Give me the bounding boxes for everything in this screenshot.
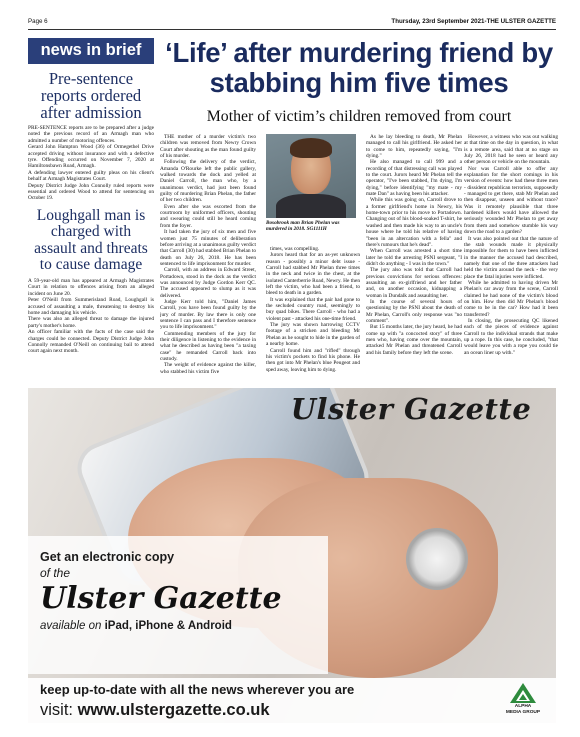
article-paragraph: In closing, the prosecuting QC likened each of the pieces of evidence against Carroll to the individual strands that make up a rope. In this case, he concluded, "that would leave you with a rope you could tie an ocean liner up with." <box>464 317 558 356</box>
brief-story-2 <box>28 278 154 355</box>
alpha-media-logo <box>498 682 548 720</box>
article-paragraph: The jury was shown harrowing CCTV footage of a stricken and bleeding Mr Phelan as he sought to hide in the garden of a nearby home. <box>266 322 360 348</box>
ad-get-copy: Get an electronic copy <box>40 550 175 564</box>
article-paragraph: The weight of evidence against the killer, who stabbed his victim five <box>160 362 256 375</box>
article-paragraph: Even after she was escorted from the courtroom by uniformed officers, shouting and swearing could still be heard coming from the foyer. <box>160 203 256 229</box>
article-paragraph: In the course of several hours of questioning by the PSNI about the death of Mr Phelan, Carroll's only response was "no comment". <box>366 298 462 324</box>
ad-title: Ulster Gazette <box>40 581 282 616</box>
alpha-triangle-icon <box>509 682 537 704</box>
ad-visit[interactable] <box>40 701 270 720</box>
article-column-3 <box>366 134 462 390</box>
article-body <box>160 134 558 390</box>
article-paragraph: Carroll found him and "rifled" through his victim's pockets to find his phone. He then got into Mr Phelan's blue Peugeot and sped away, leaving him to dying. <box>266 347 360 373</box>
article-paragraph: While this was going on, Carroll drove to a former girlfriend's home in Newry, his home-town prior to his move to Portadown. Changing out of his blood-soaked T-shirt, he washed and then made his way to an uncle's house where he told his relative of having "been in an altercation with a fella" and there's rumours that he's dead". <box>366 197 462 248</box>
article-paragraph: Nor was Carroll able to offer any explanation for the short comings in his version of events: how had these three men - dissident republican terrorists, supposedly - managed to get there, stab Mr Phelan and then disappear, unseen and without trace? Was it remotely plausible that three hardened killers would have allowed the seriously wounded Mr Phelan to get away from them and somehow stumble his way down the road to a garden? <box>464 165 558 236</box>
brief-paragraph: A defending lawyer entered guilty pleas on his client's behalf at Armagh Magistrates Court. <box>28 169 154 183</box>
brief-paragraph: An officer familiar with the facts of the case said the charges could be connected. Deputy District Judge John Connolly remanded O'Neill on continuing bail to attend court again next month. <box>28 329 154 355</box>
brief-story-1 <box>28 125 154 202</box>
article-paragraph: The jury also was told that Carroll had previous convictions for serious offences: assaulting an ex-girlfriend and her father and, on another occasion, kidnapping a woman in Dundalk and assaulting her. <box>366 267 462 299</box>
article-paragraph: It was also pointed out that the nature of the stab wounds made it physically impossible for them to have been inflicted in the manner the accused had described, namely that one of the three attackers had held the victim around the neck - the very place the fatal injuries were inflicted. <box>464 235 558 280</box>
digital-edition-advert[interactable] <box>28 388 556 723</box>
wristwatch-image <box>406 528 468 590</box>
article-paragraph: While he admitted to having driven Mr Phelan's car away from the scene, Carroll claimed he had none of the victim's blood on him. How then did Mr Phelan's blood come to be in the car? How had it been transferred? <box>464 279 558 318</box>
ad-available-prefix: available on <box>40 620 105 632</box>
brief-headline-1: Pre-sentence reports ordered after admission <box>40 69 142 122</box>
article-paragraph: It had taken the jury of six men and five women just 75 minutes of deliberation before arriving at a unanimous guilty verdict that Carroll (30) had stabbed Brian Phelan to death on July 26, 2018. He has been sentenced to life imprisonment for murder. <box>160 229 256 267</box>
dateline: Thursday, 23rd September 2021-THE ULSTER GAZETTE <box>391 18 556 25</box>
ad-website-link[interactable]: www.ulstergazette.co.uk <box>77 701 270 719</box>
brief-paragraph: A 59-year-old man has appeared at Armagh Magistrates Court in relation to offences arising from an alleged incident on June 20. <box>28 277 154 297</box>
article-paragraph: But 15 months later, the jury heard, he had come up with "a concocted story" of three men who, having come over the mountain, attacked Mr Phelan and threatened Carroll and his family before they left the scene. <box>366 324 462 356</box>
article-column-4 <box>464 134 558 390</box>
page-number: Page 6 <box>28 18 48 25</box>
news-in-brief-column <box>28 38 154 422</box>
photo-hair <box>290 138 332 158</box>
article-paragraph: times, was compelling. <box>270 246 320 252</box>
brief-paragraph: Gerard John Hampton Wood (36) of Ormegethel Drive accepted driving without insurance and with a defective tyre. Offending occurred on November 7, 2020 at Hamiltonsbawn Road, Armagh. <box>28 144 154 170</box>
logo-line-2: MEDIA GROUP <box>505 709 541 715</box>
article-paragraph: Carroll, with an address in Edward Street, Portadown, stood in the dock as the verdict was announced by Judge Gordon Kerr QC. The accused appeared to slump as it was delivered. <box>160 267 256 299</box>
article-column-2 <box>266 246 360 390</box>
article-paragraph: It was explained that the pair had gone to the secluded country road, seemingly to buy quad bikes. There Carroll - who had a violent past - attacked his one-time friend. <box>266 296 360 322</box>
article-paragraph: Following the delivery of the verdict, Amanda O'Rourke left the public gallery, walked towards the dock and yelled at Daniel Carroll, the man who, by a unanimous verdict, had just been found guilty of murdering Brian Phelan, the father of her two children. <box>160 159 256 204</box>
photo-shirt <box>276 194 346 218</box>
logo-line-1: ALPHA <box>514 704 532 709</box>
ad-availability <box>40 620 232 632</box>
victim-photo <box>266 134 356 218</box>
article-paragraph: Jurors heard that for an as-yet unknown reason - possibly a minor debt issue - Carroll had stabbed Mr Phelan three times in the neck and twice in the chest, at the isolated Canterberrie Road, Newry. He then left the victim, who had been a friend, to bleed to death in a garden. <box>266 252 360 297</box>
article-paragraph: Commending members of the jury for their diligence in listening to the evidence in what he described as having been "a taxing case" he remanded Carroll back into custody. <box>160 330 256 363</box>
page-topbar <box>28 16 556 30</box>
article-column-1 <box>160 134 256 390</box>
ad-of-the: of the <box>40 566 71 580</box>
brief-paragraph: PRE-SENTENCE reports are to be prepared after a judge noted the previous record of an Armagh man who admitted a number of motoring offences. <box>28 125 154 144</box>
article-paragraph: However, a witness who was out walking at that time on the day in question, in what is a remote area, said that at no stage on July 26, 2018 had he seen or heard any other person or vehicle on the mountain. <box>464 134 558 166</box>
brief-paragraph: Deputy District Judge John Connolly ruled reports were essential and ordered Wood to attend for sentencing on October 19. <box>28 182 154 202</box>
brief-paragraph: Peter O'Neill from Summerisland Road, Loughgall is accused of assaulting a male, threatening to destroy his home and damaging his vehicle. <box>28 297 154 316</box>
ad-platforms: iPad, iPhone & Android <box>104 620 232 632</box>
ad-visit-prefix: visit: <box>40 701 78 719</box>
brief-headline-2: Loughgall man is charged with assault and threats to cause damage <box>34 206 148 274</box>
article-paragraph: THE mother of a murder victim's two children was removed from Newry Crown Court after shouting as the man found guilty of his murder. <box>160 134 256 160</box>
ad-keep-up: keep up-to-date with all the news wherever you are <box>40 682 355 697</box>
article-paragraph: Judge Kerr told him, "Daniel James Carroll, you have been found guilty by the jury of murder. By law there is only one sentence I can pass and I therefore sentence you to life imprisonment." <box>160 298 256 331</box>
article-headline: ‘Life’ after murdering friend by stabbing him five times <box>165 37 553 98</box>
brief-paragraph: There was also an alleged threat to damage the injured party's mother's home. <box>28 316 154 329</box>
article-paragraph: As he lay bleeding to death, Mr Phelan managed to call his girlfriend. He asked her to come to him, repeatedly saying, "I'm dying." <box>366 134 462 160</box>
ad-masthead: Ulster Gazette <box>290 392 532 426</box>
article-subhead: Mother of victim’s children removed from court <box>206 108 512 125</box>
news-in-brief-header: news in brief <box>28 38 154 64</box>
article-paragraph: He also managed to call 999 and a recording of that distressing call was played to the court. Jurors heard Mr Phelan tell the operator, "I've been stabbed, I'm dying, I'm dying," before identifying "my mate - my mate Dan" as having been his attacker. <box>366 159 462 198</box>
article-paragraph: When Carroll was arrested a short time later he told the arresting PSNI sergeant, "I didn't do anything - I was in the town." <box>366 248 462 267</box>
photo-caption: Bosobrook man Brian Phelan was murdered in 2018. SG1111H <box>266 220 340 233</box>
